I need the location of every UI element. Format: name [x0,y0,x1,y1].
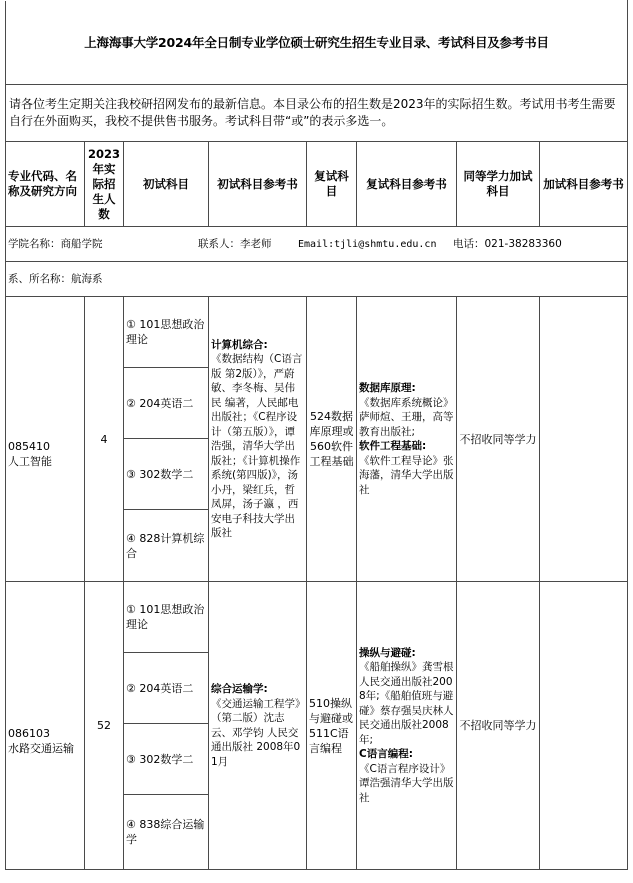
prelim-ref-title: 综合运输学: [211,683,268,695]
program-enroll: 4 [85,297,124,582]
header-extra-ref: 加试科目参考书 [540,142,628,227]
program-row [6,297,628,368]
prelim-subject: ③ 302数学二 [124,439,209,510]
catalog-table [5,0,628,870]
equiv-subject: 不招收同等学力 [457,582,540,870]
retest-ref-text: 《软件工程导论》张海藩，清华大学出版社 [359,454,454,496]
college-info-row [6,227,628,262]
prelim-subject: ① 101思想政治理论 [124,297,209,368]
prelim-ref-title: 计算机综合: [211,338,268,351]
retest-ref-title: 软件工程基础: [359,440,427,452]
program-name: 人工智能 [8,455,52,468]
header-prelim: 初试科目 [124,142,209,227]
header-equiv: 同等学力加试科目 [457,142,540,227]
department-name: 系、所名称：航海系 [6,262,628,297]
prelim-subject: ① 101思想政治理论 [124,582,209,653]
header-prelim-ref: 初试科目参考书 [209,142,307,227]
program-row [6,582,628,653]
retest-ref [357,297,457,582]
retest-subject: 510操纵与避碰或511C语言编程 [307,582,357,870]
prelim-ref [209,297,307,582]
retest-ref-text: 《船舶操纵》龚雪根人民交通出版社2008年;《船舶值班与避碰》蔡存强吴庆林人民交通出版社2008年; [359,661,454,746]
equiv-subject: 不招收同等学力 [457,297,540,582]
college-email[interactable]: Email:tjli@shmtu.edu.cn [298,238,437,250]
retest-ref-title: 数据库原理: [359,382,416,394]
prelim-subject: ② 204英语二 [124,368,209,439]
header-major: 专业代码、名称及研究方向 [6,142,85,227]
extra-ref [540,297,628,582]
college-phone: 电话：021-38283360 [453,237,562,250]
program-major [6,582,85,870]
college-info [6,227,628,262]
extra-ref [540,582,628,870]
header-enroll: 2023年实际招生人数 [85,142,124,227]
table-header-row [6,142,628,227]
program-major [6,297,85,582]
catalog-sheet [5,0,627,870]
retest-ref [357,582,457,870]
header-retest-ref: 复试科目参考书 [357,142,457,227]
program-enroll: 52 [85,582,124,870]
retest-ref-text: 《C语言程序设计》谭浩强清华大学出版社 [359,762,454,804]
prelim-subject: ④ 828计算机综合 [124,510,209,582]
college-name: 学院名称：商船学院 [8,237,103,250]
notice-text: 请各位考生定期关注我校研招网发布的最新信息。本目录公布的招生数是2023年的实际招生数。考试用书考生需要自行在外面购买，我校不提供售书服务。考试科目带“或”的表示多选一。 [6,85,628,142]
prelim-subject: ④ 838综合运输学 [124,795,209,870]
retest-ref-text: 《数据库系统概论》萨师煊、王珊，高等教育出版社; [359,396,454,438]
department-row [6,262,628,297]
prelim-ref-text: 《数据结构（C语言版 第2版）》，严蔚敏、李冬梅、吴伟民 编著，人民邮电出版社；《C程序设计（第五版）》，谭浩强，清华大学出版社；《计算机操作系统(第四版)》，汤小丹，梁红兵，哲凤屏，汤子瀛 ，西安电子科技大学出版社 [211,353,303,539]
college-contact: 联系人：李老师 [198,237,272,250]
retest-subject: 524数据库原理或560软件工程基础 [307,297,357,582]
retest-ref-title: C语言编程: [359,748,413,761]
prelim-ref-text: 《交通运输工程学》（第二版）沈志云、邓学钧 人民交通出版社 2008年01月 [211,697,301,768]
prelim-subject: ③ 302数学二 [124,724,209,795]
retest-ref-title: 操纵与避碰: [359,646,416,659]
program-name: 水路交通运输 [8,741,74,755]
program-code: 086103 [8,726,50,740]
header-retest: 复试科目 [307,142,357,227]
page-title: 上海海事大学2024年全日制专业学位硕士研究生招生专业目录、考试科目及参考书目 [6,1,628,85]
prelim-ref [209,582,307,870]
program-code: 085410 [8,440,50,453]
prelim-subject: ② 204英语二 [124,653,209,724]
